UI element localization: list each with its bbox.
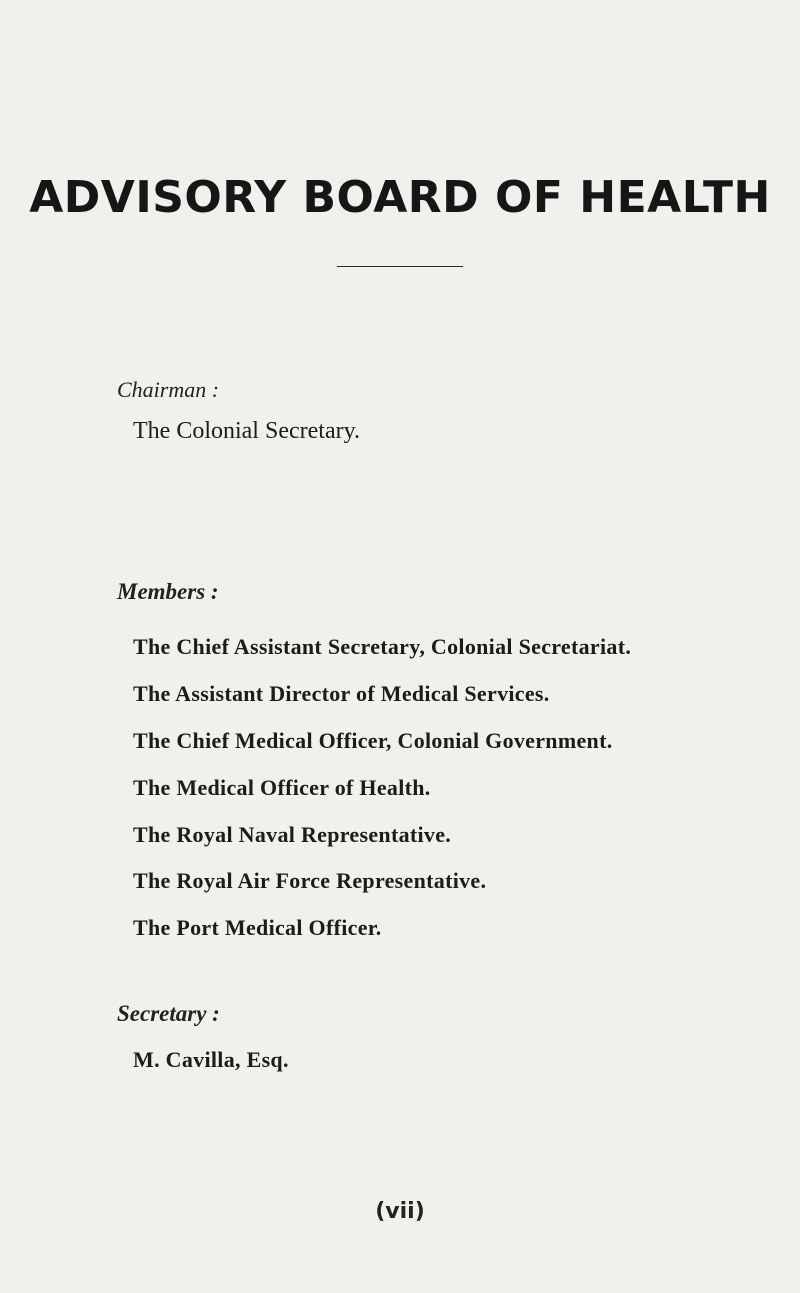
chairman-name: The Colonial Secretary. (133, 418, 361, 444)
member-item: The Port Medical Officer. (133, 915, 382, 940)
member-item: The Royal Air Force Representative. (133, 868, 487, 893)
member-item: The Chief Medical Officer, Colonial Government. (133, 728, 613, 753)
chairman-heading: Chairman : (117, 377, 220, 402)
member-item: The Chief Assistant Secretary, Colonial Secretariat. (133, 634, 632, 659)
secretary-name: M. Cavilla, Esq. (133, 1047, 289, 1072)
members-heading: Members : (117, 579, 219, 604)
title-divider (337, 266, 463, 267)
member-item: The Assistant Director of Medical Services. (133, 681, 550, 706)
member-item: The Medical Officer of Health. (133, 775, 431, 800)
member-item: The Royal Naval Representative. (133, 822, 452, 847)
page-title: ADVISORY BOARD OF HEALTH (29, 172, 771, 223)
secretary-heading: Secretary : (117, 1001, 220, 1026)
page-number: (vii) (375, 1199, 425, 1224)
